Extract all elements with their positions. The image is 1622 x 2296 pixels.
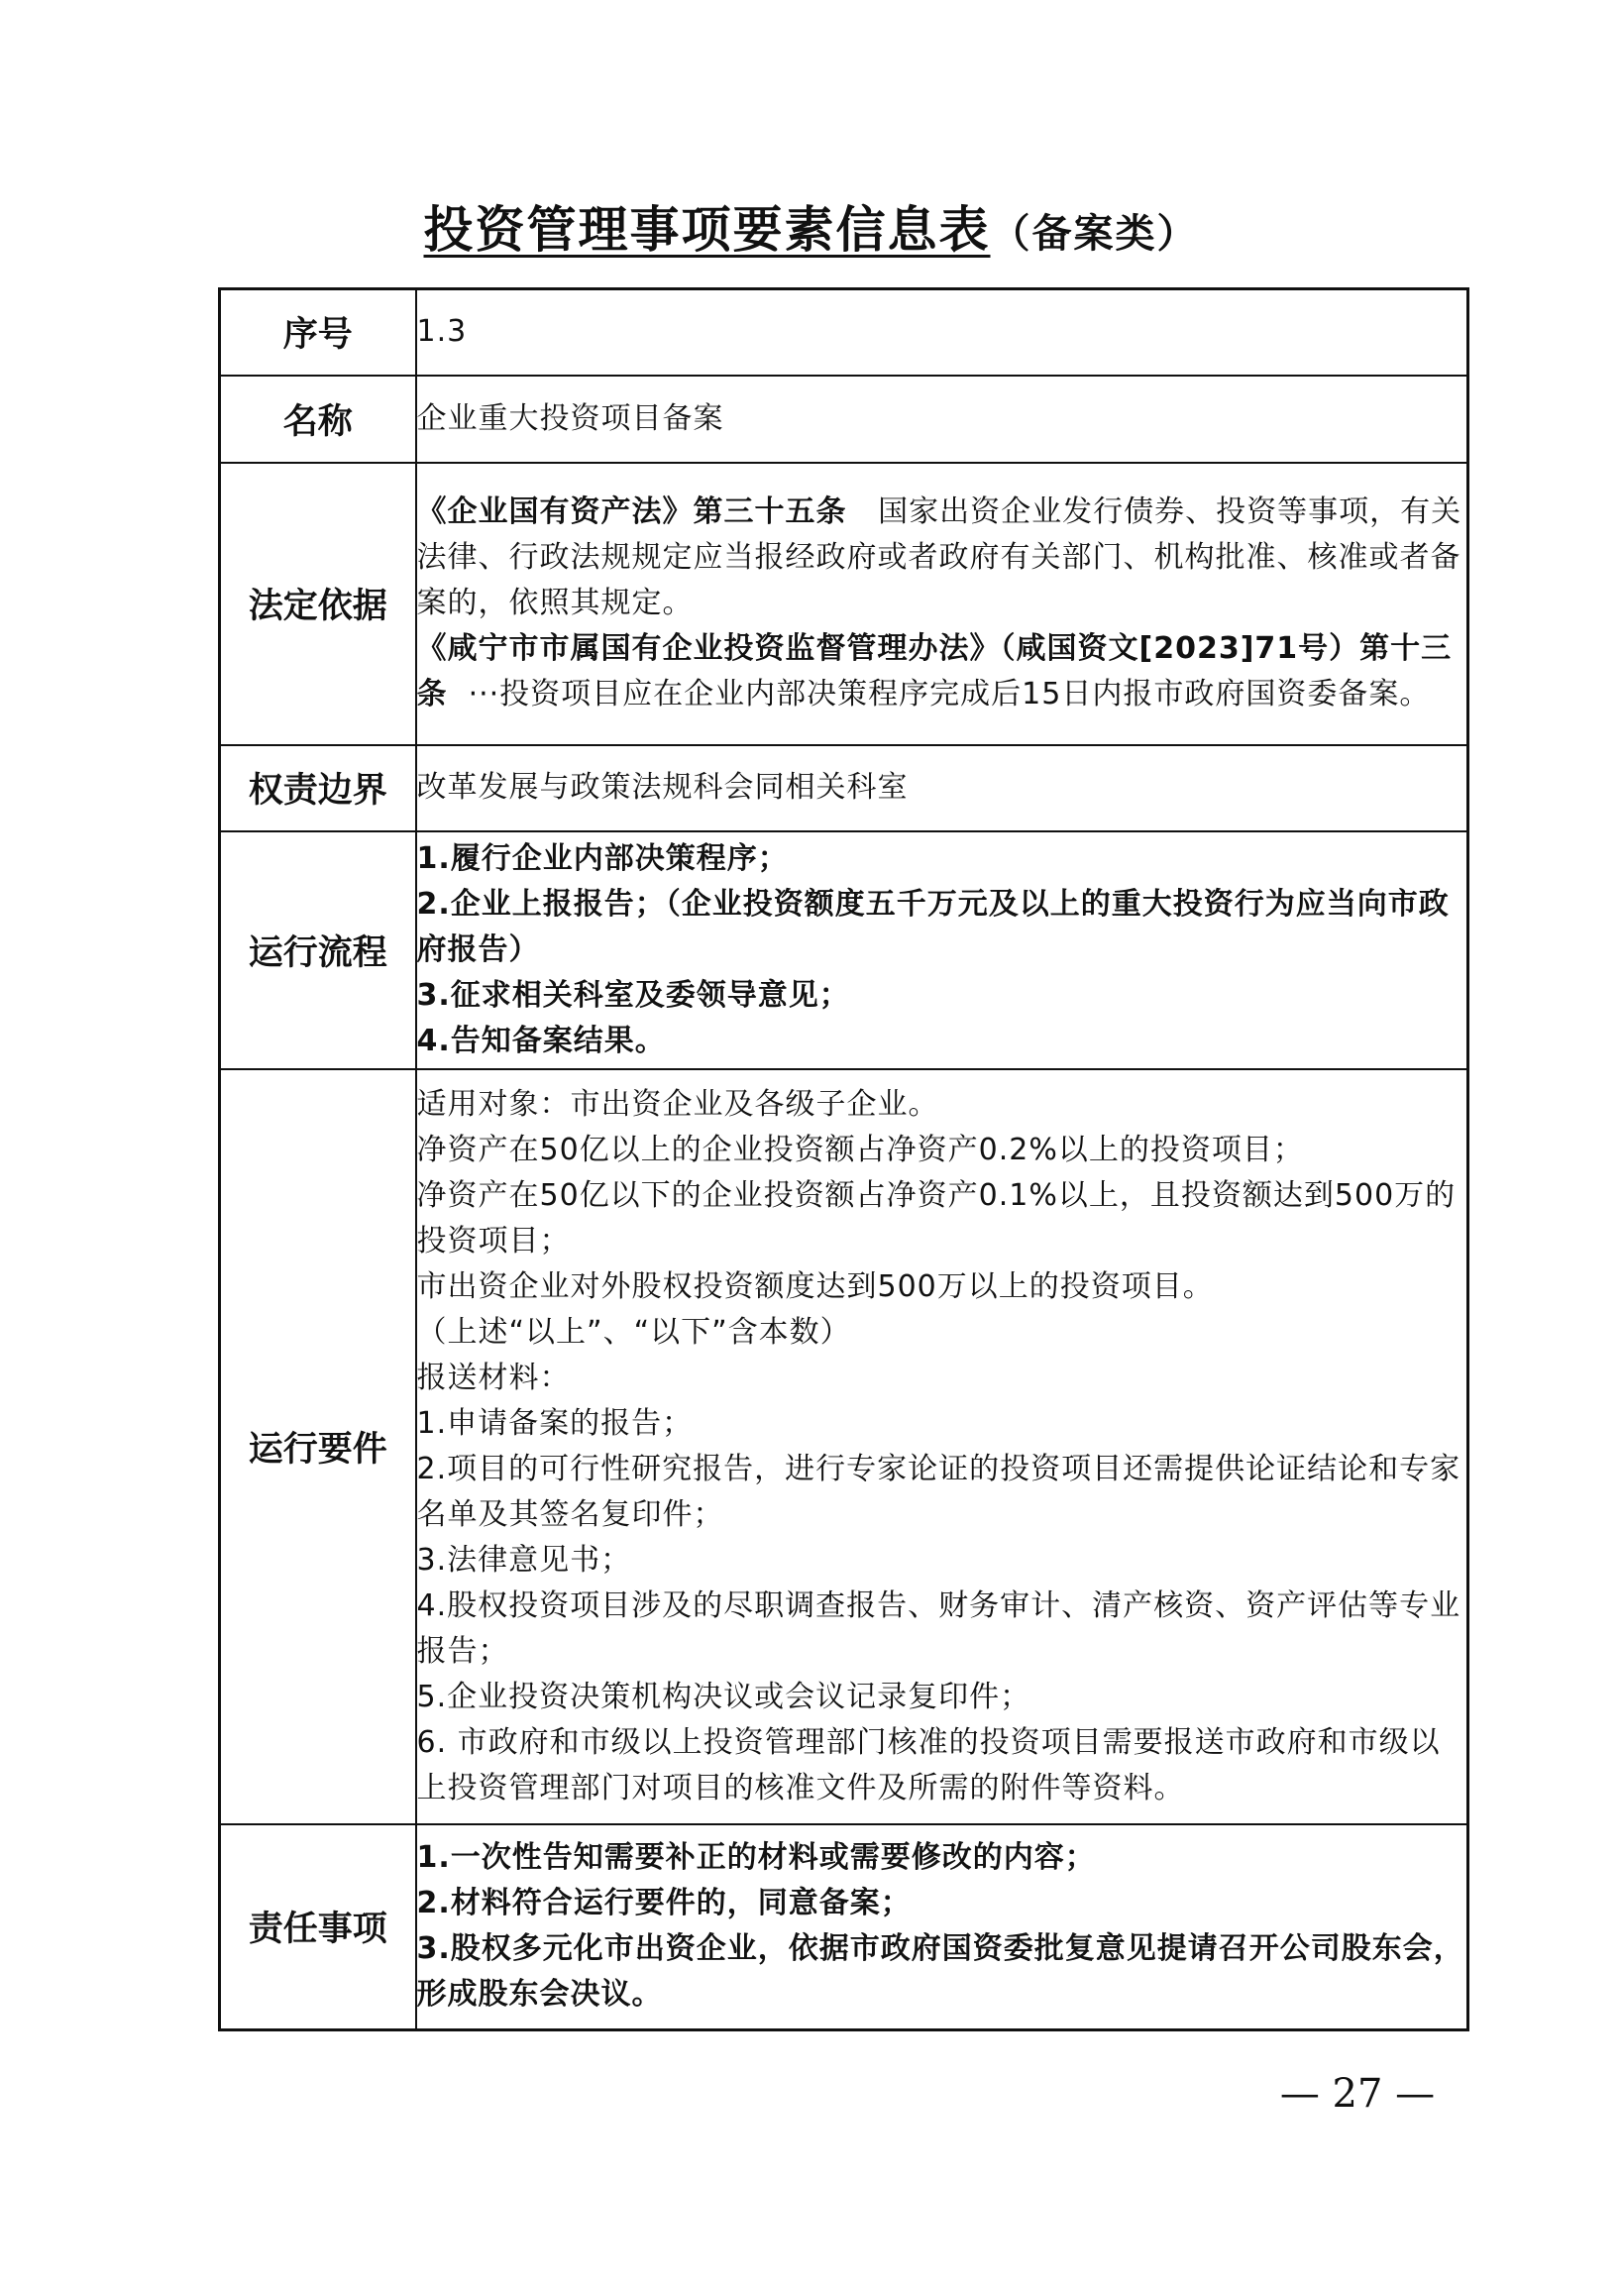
- requirement-item: 2.项目的可行性研究报告，进行专家论证的投资项目还需提供论证结论和专家名单及其签名复印件；: [416, 1451, 1461, 1532]
- label-serial: 序号: [220, 289, 416, 376]
- row-process: [220, 831, 1468, 1069]
- law-2-title: 《咸宁市市属国有企业投资监督管理办法》（咸国资文[2023]71号）第十三条: [416, 631, 1453, 711]
- label-legal-basis: 法定依据: [220, 463, 416, 745]
- row-serial: [220, 289, 1468, 376]
- requirement-item: 1.申请备案的报告；: [416, 1405, 694, 1441]
- page-number: — 27 —: [1279, 2071, 1436, 2117]
- requirement-item: 4.股权投资项目涉及的尽职调查报告、财务审计、清产核资、资产评估等专业报告；: [416, 1587, 1461, 1669]
- requirement-item: 净资产在50亿以下的企业投资额占净资产0.1%以上，且投资额达到500万的投资项目；: [416, 1177, 1457, 1258]
- value-process: [416, 831, 1468, 1069]
- label-boundary: 权责边界: [220, 745, 416, 831]
- page-title: [0, 190, 1622, 262]
- responsibility-item: 1.一次性告知需要补正的材料或需要修改的内容；: [416, 1840, 1096, 1876]
- requirement-item: 适用对象：市出资企业及各级子企业。: [416, 1086, 939, 1122]
- value-name: 企业重大投资项目备案: [416, 376, 1468, 463]
- value-requirements: [416, 1069, 1468, 1824]
- process-item: 4.告知备案结果。: [416, 1023, 666, 1058]
- responsibility-item: 3.股权多元化市出资企业，依据市政府国资委批复意见提请召开公司股东会，形成股东会决议。: [416, 1931, 1464, 2013]
- row-boundary: [220, 745, 1468, 831]
- process-item: 1.履行企业内部决策程序；: [416, 840, 789, 876]
- process-item: 2.企业上报报告；（企业投资额度五千万元及以上的重大投资行为应当向市政府报告）: [416, 886, 1450, 967]
- title-sub: （备案类）: [990, 211, 1199, 257]
- value-serial: 1.3: [416, 289, 1468, 376]
- row-responsibility: [220, 1824, 1468, 2030]
- requirement-item: 5.企业投资决策机构决议或会议记录复印件；: [416, 1679, 1031, 1714]
- law-2: [417, 626, 1467, 717]
- label-requirements: 运行要件: [220, 1069, 416, 1824]
- info-table: [218, 287, 1469, 2031]
- label-responsibility: 责任事项: [220, 1824, 416, 2030]
- row-legal-basis: [220, 463, 1468, 745]
- law-1-title: 《企业国有资产法》第三十五条: [416, 494, 847, 529]
- requirement-item: 净资产在50亿以上的企业投资额占净资产0.2%以上的投资项目；: [416, 1132, 1304, 1167]
- law-1: [417, 490, 1467, 626]
- requirement-item: （上述“以上”、“以下”含本数）: [416, 1314, 851, 1350]
- requirement-item: 6. 市政府和市级以上投资管理部门核准的投资项目需要报送市政府和市级以上投资管理部门对项目的核准文件及所需的附件等资料。: [416, 1724, 1441, 1805]
- label-name: 名称: [220, 376, 416, 463]
- row-requirements: [220, 1069, 1468, 1824]
- value-legal-basis: [416, 463, 1468, 745]
- law-1-text: 国家出资企业发行债券、投资等事项，有关法律、行政法规规定应当报经政府或者政府有关部门、机构批准、核准或者备案的，依照其规定。: [416, 494, 1462, 620]
- label-process: 运行流程: [220, 831, 416, 1069]
- requirement-item: 报送材料：: [416, 1360, 571, 1395]
- process-item: 3.征求相关科室及委领导意见；: [416, 977, 850, 1013]
- title-main: 投资管理事项要素信息表: [423, 201, 991, 259]
- value-boundary: 改革发展与政策法规科会同相关科室: [416, 745, 1468, 831]
- requirement-item: 市出资企业对外股权投资额度达到500万以上的投资项目。: [416, 1268, 1214, 1304]
- requirement-item: 3.法律意见书；: [416, 1542, 632, 1578]
- value-responsibility: [416, 1824, 1468, 2030]
- law-2-text: ···投资项目应在企业内部决策程序完成后15日内报市政府国资委备案。: [468, 677, 1431, 711]
- responsibility-item: 2.材料符合运行要件的，同意备案；: [416, 1886, 912, 1921]
- row-name: [220, 376, 1468, 463]
